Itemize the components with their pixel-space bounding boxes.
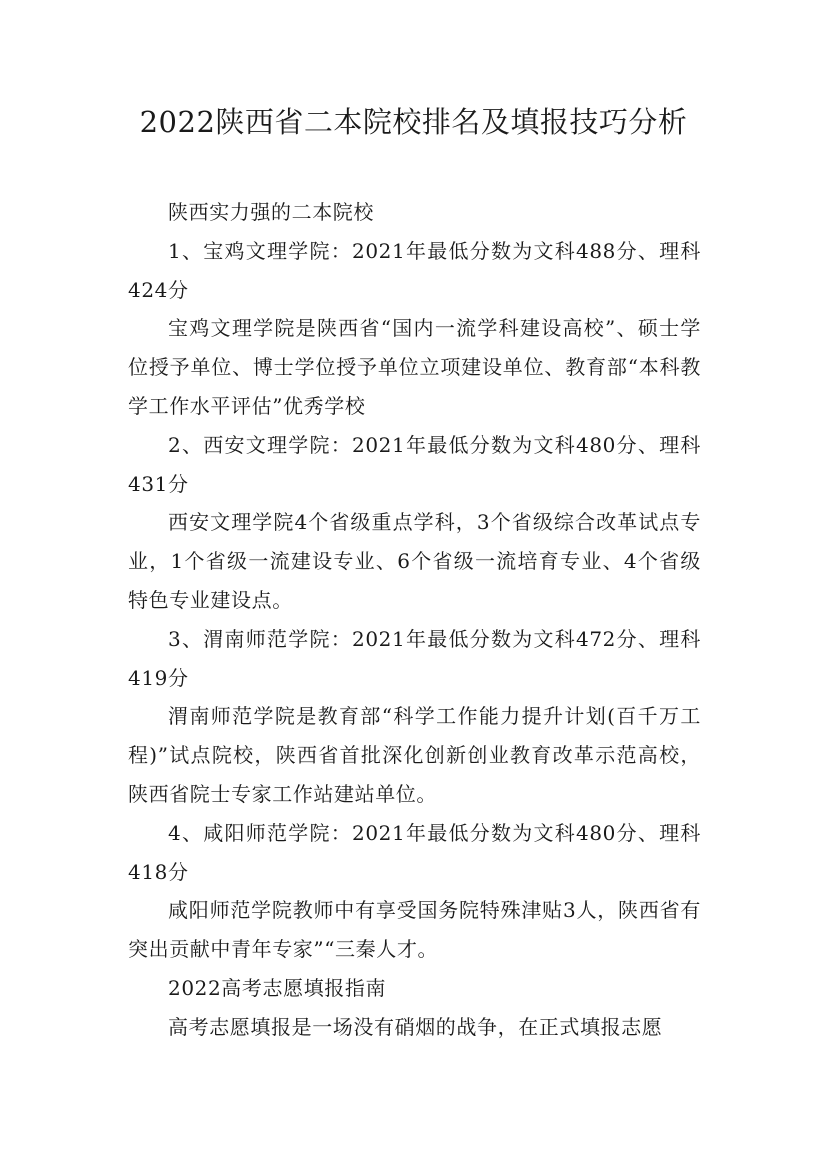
document-title: 2022陕西省二本院校排名及填报技巧分析 [139,105,688,139]
college-4-description: 咸阳师范学院教师中有享受国务院特殊津贴3人，陕西省有突出贡献中青年专家”“三秦人才。 [128,898,701,962]
college-2-scores: 2、西安文理学院：2021年最低分数为文科480分、理科431分 [128,432,701,496]
section-heading-guide: 2022高考志愿填报指南 [168,975,387,1000]
college-2-description: 西安文理学院4个省级重点学科，3个省级综合改革试点专业，1个省级一流建设专业、6个省级一流培育专业、4个省级特色专业建设点。 [128,510,701,612]
college-1-scores: 1、宝鸡文理学院：2021年最低分数为文科488分、理科424分 [128,238,701,302]
college-3-scores: 3、渭南师范学院：2021年最低分数为文科472分、理科419分 [128,626,701,690]
college-1-description: 宝鸡文理学院是陕西省“国内一流学科建设高校”、硕士学位授予单位、博士学位授予单位立项建设单位、教育部“本科教学工作水平评估”优秀学校 [128,316,701,418]
document-body [128,193,701,1047]
section-heading-strong-colleges: 陕西实力强的二本院校 [168,200,374,224]
college-4-scores: 4、咸阳师范学院：2021年最低分数为文科480分、理科418分 [128,820,701,884]
guide-intro: 高考志愿填报是一场没有硝烟的战争，在正式填报志愿 [168,1014,663,1039]
college-3-description: 渭南师范学院是教育部“科学工作能力提升计划(百千万工程)”试点院校，陕西省首批深化创新创业教育改革示范高校，陕西省院士专家工作站建站单位。 [128,704,701,806]
